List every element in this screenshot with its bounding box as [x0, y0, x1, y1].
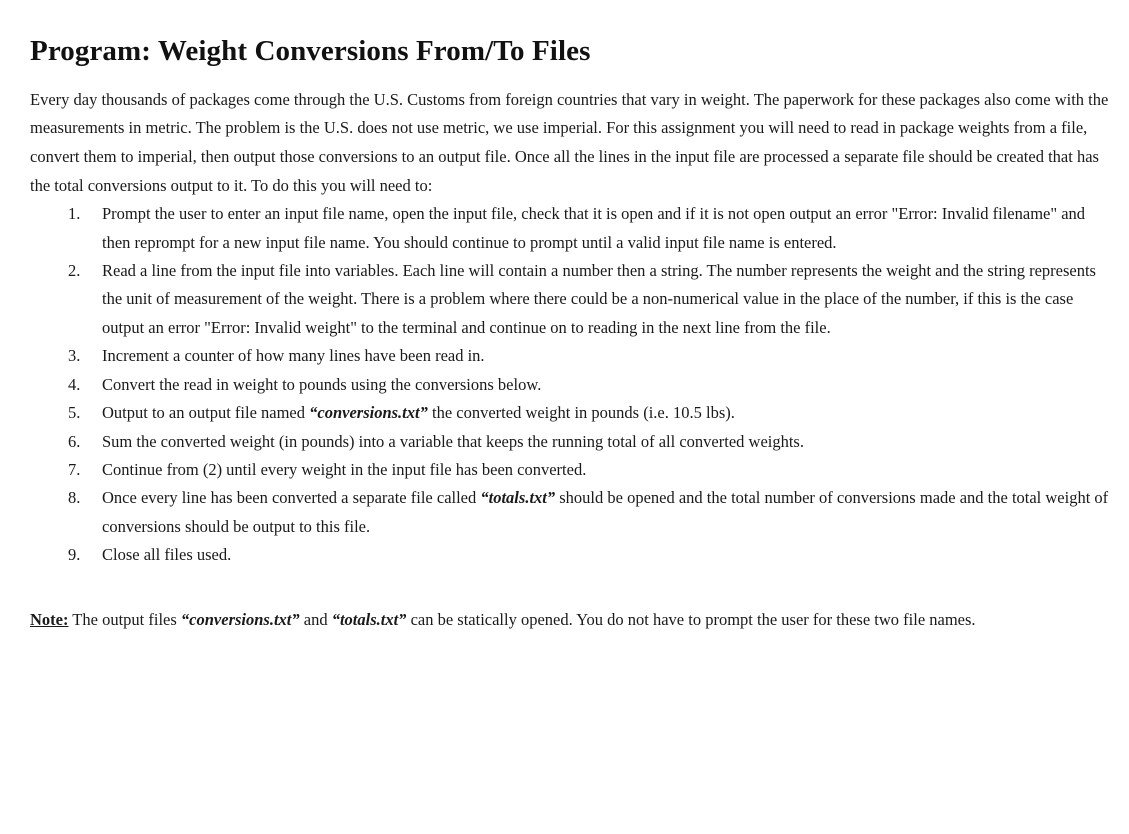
note-text: and: [299, 609, 332, 629]
list-item: [68, 456, 1112, 484]
note-label: Note:: [30, 609, 69, 629]
note-text: The output files: [68, 609, 181, 629]
steps-list: [30, 200, 1112, 569]
list-item: [68, 428, 1112, 456]
filename-emphasis: “totals.txt”: [331, 609, 407, 629]
note-paragraph: [30, 606, 1110, 635]
filename-emphasis: “conversions.txt”: [309, 403, 428, 423]
list-item-text-cont: the converted weight in pounds (i.e. 10.5 lbs).: [427, 403, 735, 423]
list-item-text: Prompt the user to enter an input file name, open the input file, check that it is open and if it is not open output an error "Error: Invalid filename" and then reprompt for a new input file name. You should continue to prompt until a valid input file name is entered.: [102, 204, 1086, 252]
list-item-text: Continue from (2) until every weight in the input file has been converted.: [102, 459, 587, 479]
list-item-text: Once every line has been converted a separate file called: [102, 488, 481, 508]
list-item: [68, 371, 1112, 399]
list-item-text: Close all files used.: [102, 545, 232, 565]
filename-emphasis: “totals.txt”: [480, 488, 556, 508]
list-item-number: 2.: [68, 261, 81, 281]
intro-paragraph: Every day thousands of packages come through the U.S. Customs from foreign countries that vary in weight. The paperwork for these packages also come with the measurements in metric. The problem is the U.S. does not use metric, we use imperial. For this assignment you will need to read in package weights from a file, convert them to imperial, then output those conversions to an output file. Once all the lines in the input file are processed a separate file should be created that has the total conversions output to it. To do this you will need to:: [30, 89, 1109, 195]
list-item-number: 4.: [68, 374, 81, 394]
filename-emphasis: “conversions.txt”: [180, 609, 300, 629]
list-item: [68, 484, 1112, 541]
list-item: [68, 342, 1112, 370]
list-item-text: Increment a counter of how many lines have been read in.: [102, 346, 485, 366]
list-item-text: Output to an output file named: [102, 403, 310, 423]
list-item-number: 5.: [68, 403, 81, 423]
list-item: [68, 541, 1112, 569]
list-item-text-cont: should be opened and the total number of conversions made and the total weight of conversions should be output to this file.: [102, 488, 1109, 536]
list-item-text: Convert the read in weight to pounds using the conversions below.: [102, 374, 542, 394]
list-item-number: 7.: [68, 459, 81, 479]
list-item-number: 3.: [68, 346, 81, 366]
list-item: [68, 399, 1112, 427]
list-item-number: 8.: [68, 488, 81, 508]
note-text: can be statically opened. You do not have to prompt the user for these two file names.: [406, 609, 976, 629]
list-item-text: Read a line from the input file into variables. Each line will contain a number then a string. The number represents the weight and the string represents the unit of measurement of the weight. There is a problem where there could be a non-numerical value in the place of the number, if this is the case output an error "Error: Invalid weight" to the terminal and continue on to reading in the next line from the file.: [102, 261, 1096, 337]
list-item: [68, 200, 1112, 257]
list-item-text: Sum the converted weight (in pounds) into a variable that keeps the running total of all converted weights.: [102, 431, 804, 451]
list-item-number: 6.: [68, 431, 81, 451]
list-item-number: 1.: [68, 204, 81, 224]
list-item: [68, 257, 1112, 342]
list-item-number: 9.: [68, 545, 81, 565]
page-title: Program: Weight Conversions From/To Files: [30, 35, 591, 67]
